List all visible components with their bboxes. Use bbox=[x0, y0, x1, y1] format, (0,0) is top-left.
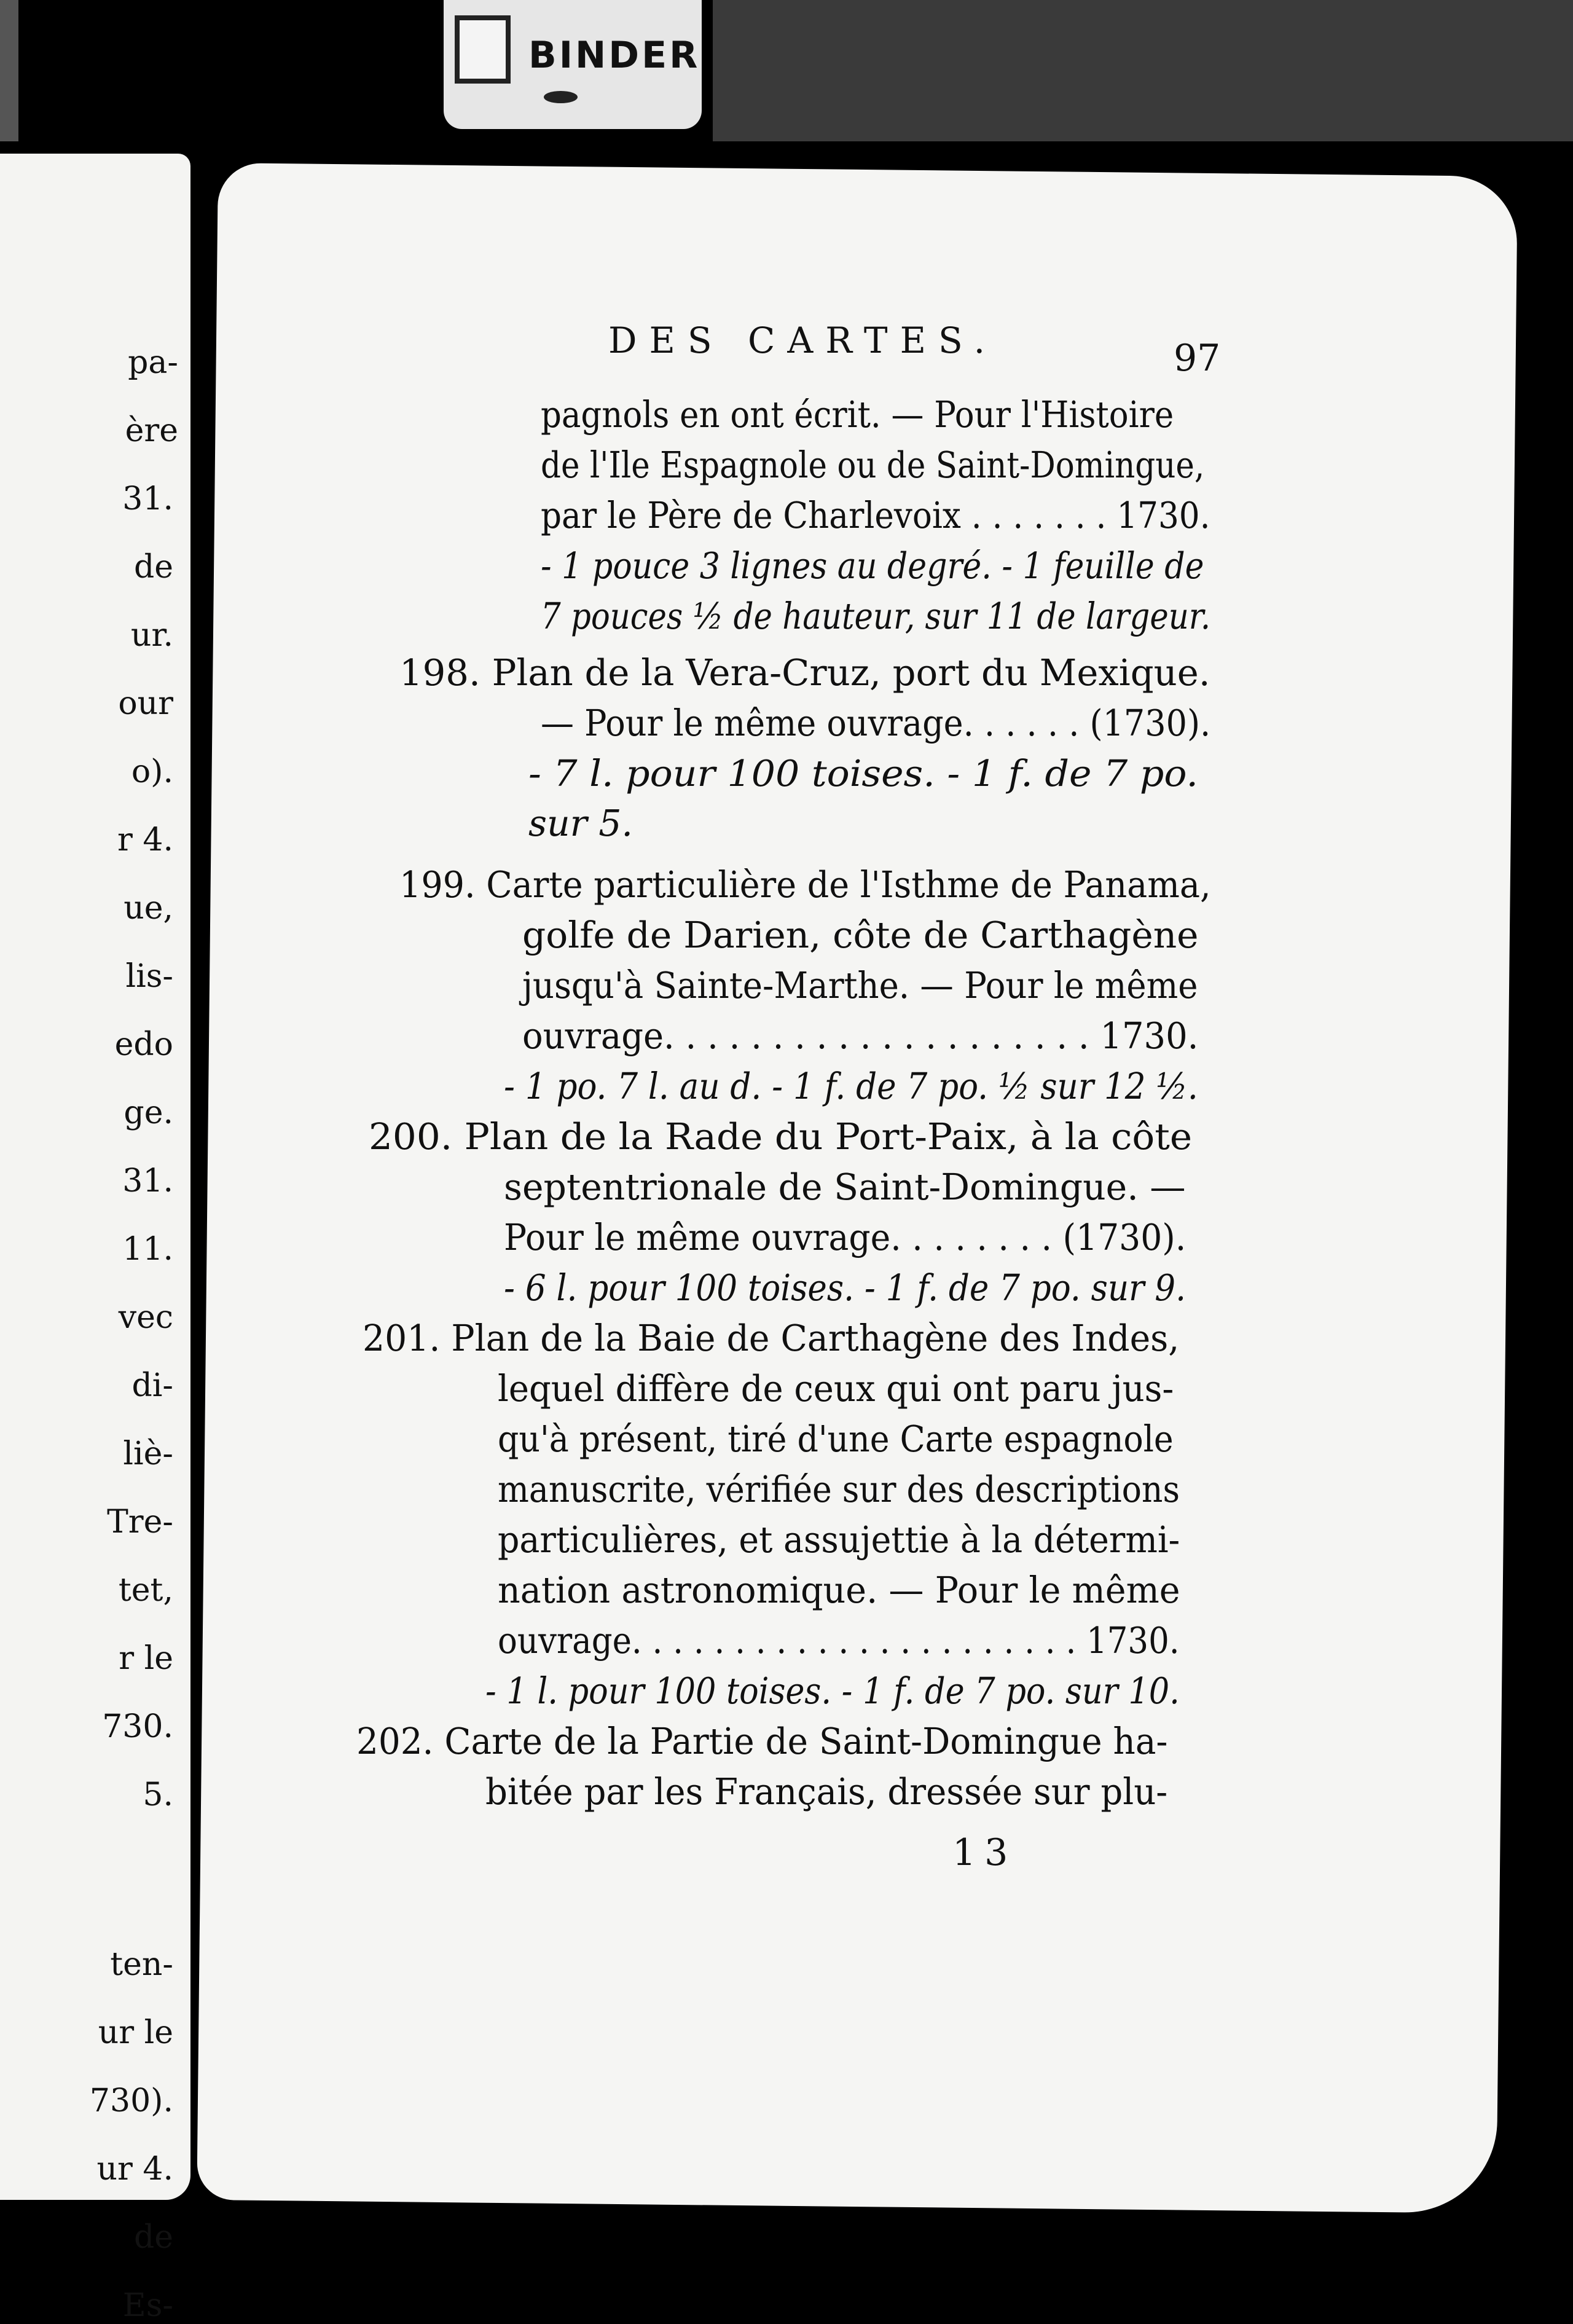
signature-mark: 13 bbox=[952, 1831, 1017, 1874]
text-line: - 1 po. 7 l. au d. - 1 f. de 7 po. ½ sur 12 ½. bbox=[504, 1065, 1198, 1107]
running-head: DES CARTES. bbox=[608, 320, 998, 361]
left-page-fragment: 31. bbox=[122, 481, 173, 517]
left-page-fragment: 5. bbox=[143, 1776, 173, 1813]
text-line: - 6 l. pour 100 toises. - 1 f. de 7 po. sur 9. bbox=[504, 1266, 1186, 1309]
left-page-fragment: de bbox=[133, 549, 173, 586]
left-page-fragment: 31. bbox=[122, 1163, 173, 1199]
left-page-fragment: 11. bbox=[122, 1231, 173, 1268]
text-line: 200. Plan de la Rade du Port-Paix, à la côte bbox=[369, 1115, 1193, 1158]
left-page-fragment: ue, bbox=[124, 890, 173, 927]
text-line: 202. Carte de la Partie de Saint-Domingue ha- bbox=[356, 1720, 1168, 1762]
left-page-fragment: o). bbox=[131, 753, 173, 790]
text-line: de l'Ile Espagnole ou de Saint-Domingue, bbox=[541, 444, 1205, 486]
text-line: pagnols en ont écrit. — Pour l'Histoire bbox=[541, 393, 1174, 436]
binder-label: BINDER bbox=[528, 34, 700, 77]
left-page-fragment: di- bbox=[131, 1367, 173, 1404]
left-page-fragment: r 4. bbox=[117, 822, 173, 858]
left-page-fragment: ur. bbox=[130, 617, 173, 654]
left-page-fragment: liè- bbox=[123, 1435, 173, 1472]
text-line: sur 5. bbox=[528, 802, 633, 844]
left-page-fragment: 730). bbox=[89, 2083, 173, 2119]
left-page-fragment: r le bbox=[119, 1640, 173, 1677]
text-line: — Pour le même ouvrage. . . . . . (1730). bbox=[541, 702, 1211, 744]
binder-checkbox-icon bbox=[455, 15, 511, 84]
left-page bbox=[0, 154, 190, 2324]
text-line: bitée par les Français, dressée sur plu- bbox=[485, 1770, 1168, 1813]
text-line: 201. Plan de la Baie de Carthagène des Indes, bbox=[363, 1317, 1180, 1359]
left-page-fragment: Tre- bbox=[107, 1504, 173, 1541]
text-line: ouvrage. . . . . . . . . . . . . . . . . . . . . . 1730. bbox=[498, 1619, 1180, 1662]
text-line: septentrionale de Saint-Domingue. — bbox=[504, 1166, 1186, 1208]
left-page-fragment: lis- bbox=[125, 958, 173, 995]
text-line: qu'à présent, tiré d'une Carte espagnole bbox=[498, 1418, 1174, 1460]
text-line: nation astronomique. — Pour le même bbox=[498, 1569, 1180, 1611]
text-line: lequel diffère de ceux qui ont paru jus- bbox=[498, 1367, 1174, 1410]
text-line: 7 pouces ½ de hauteur, sur 11 de largeur. bbox=[541, 595, 1211, 637]
binder-tab bbox=[444, 0, 702, 129]
left-page-fragment: pa- bbox=[128, 344, 178, 381]
left-page-fragment: edo bbox=[114, 1026, 173, 1063]
text-line: - 1 pouce 3 lignes au degré. - 1 feuille de bbox=[541, 544, 1204, 587]
left-page-fragment: ur 4. bbox=[96, 2151, 173, 2188]
text-line: golfe de Darien, côte de Carthagène bbox=[522, 914, 1199, 956]
text-line: Pour le même ouvrage. . . . . . . . (1730). bbox=[504, 1216, 1187, 1258]
left-page-fragment: ère bbox=[125, 412, 178, 449]
text-line: - 7 l. pour 100 toises. - 1 f. de 7 po. bbox=[528, 752, 1198, 795]
left-page-fragment: our bbox=[118, 685, 173, 722]
dark-background-strip bbox=[713, 0, 1573, 141]
text-line: 199. Carte particulière de l'Isthme de Panama, bbox=[399, 863, 1211, 906]
left-page-fragment: Es- bbox=[122, 2287, 173, 2324]
text-line: par le Père de Charlevoix . . . . . . . 1730. bbox=[541, 494, 1210, 536]
text-line: ouvrage. . . . . . . . . . . . . . . . . . . . 1730. bbox=[522, 1015, 1199, 1057]
text-line: 198. Plan de la Vera-Cruz, port du Mexique. bbox=[399, 651, 1210, 694]
left-page-fragment: 730. bbox=[102, 1708, 173, 1745]
left-page-fragment: ur le bbox=[98, 2014, 173, 2051]
text-line: - 1 l. pour 100 toises. - 1 f. de 7 po. sur 10. bbox=[485, 1670, 1180, 1712]
text-line: jusqu'à Sainte-Marthe. — Pour le même bbox=[522, 964, 1198, 1007]
binder-mark-icon bbox=[544, 91, 578, 103]
left-page-fragment: de bbox=[133, 2219, 173, 2256]
left-page-fragment: vec bbox=[118, 1299, 173, 1336]
left-page-fragment: ten- bbox=[110, 1946, 173, 1983]
dark-background-strip bbox=[0, 0, 18, 141]
left-page-fragment: tet, bbox=[118, 1572, 173, 1609]
text-line: particulières, et assujettie à la détermi- bbox=[498, 1518, 1180, 1561]
left-page-fragment: ge. bbox=[124, 1094, 173, 1131]
page-number: 97 bbox=[1174, 337, 1221, 380]
text-line: manuscrite, vérifiée sur des descriptions bbox=[498, 1468, 1180, 1510]
